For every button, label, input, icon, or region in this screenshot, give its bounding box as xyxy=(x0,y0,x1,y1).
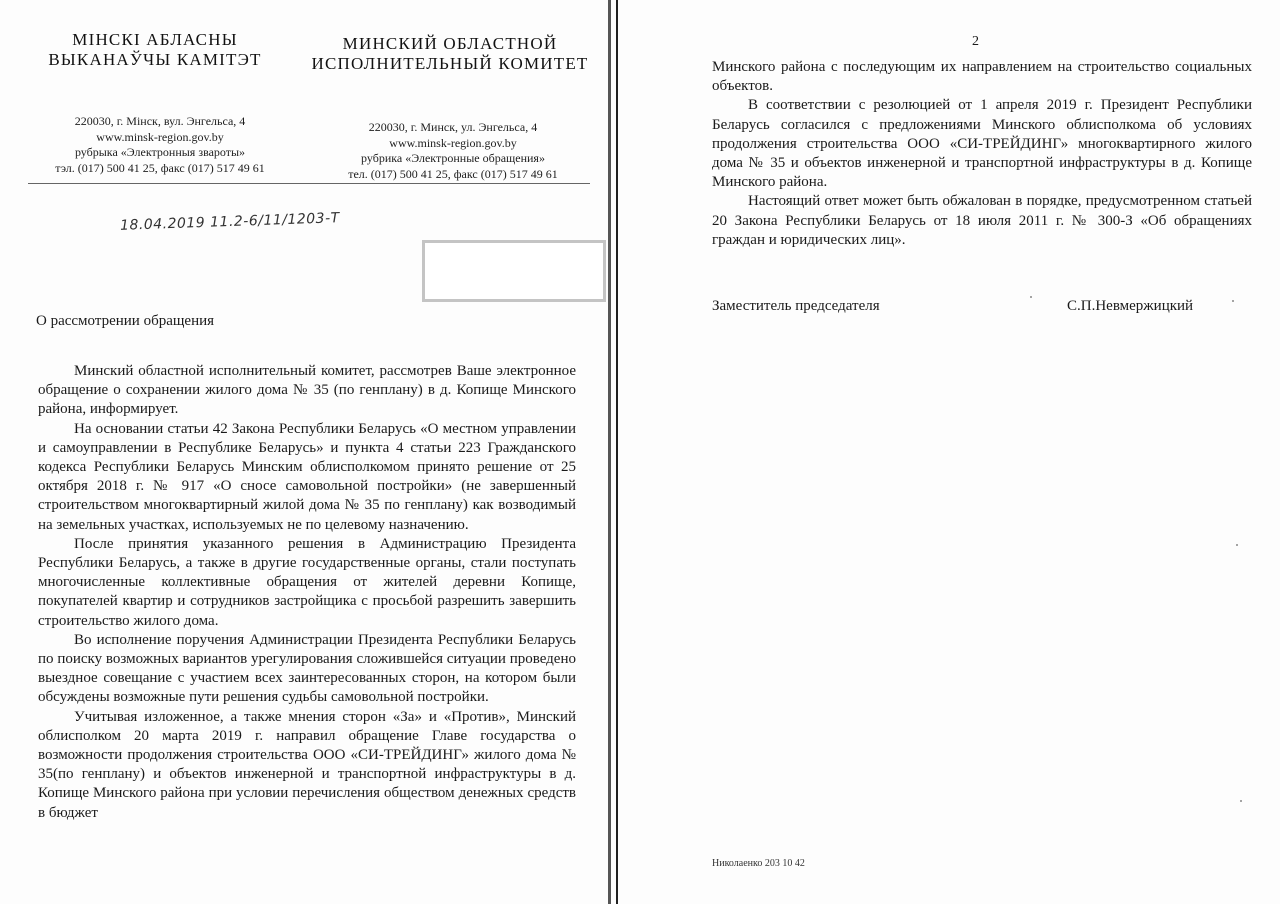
scan-speck xyxy=(1030,296,1032,298)
executor-note: Николаенко 203 10 42 xyxy=(712,858,805,869)
paragraph: Минского района с последующим их направлением на строительство социальных объектов. xyxy=(712,59,1252,95)
letter-body-page-1 xyxy=(38,362,576,823)
org-line: МИНСКИЙ ОБЛАСТНОЙ xyxy=(342,34,558,53)
scan-speck xyxy=(1232,300,1234,302)
handwritten-reference: 18.04.2019 11.2-6/11/1203-Т xyxy=(119,210,340,234)
org-name-belarusian xyxy=(30,30,280,70)
page-number: 2 xyxy=(972,34,979,49)
scan-speck xyxy=(1240,800,1242,802)
letter-subject: О рассмотрении обращения xyxy=(36,313,215,329)
phone-line: тел. (017) 500 41 25, факс (017) 517 49 61 xyxy=(348,166,558,181)
letter-body-page-2 xyxy=(712,58,1252,250)
website-line: www.minsk-region.gov.by xyxy=(96,129,224,144)
header-rule xyxy=(28,183,590,184)
org-line: МІНСКІ АБЛАСНЫ xyxy=(72,30,238,49)
org-line: ИСПОЛНИТЕЛЬНЫЙ КОМИТЕТ xyxy=(311,54,589,73)
signature-name: С.П.Невмержицкий xyxy=(1067,298,1194,314)
page-divider xyxy=(608,0,611,904)
rubric-line: рубрыка «Электронныя звароты» xyxy=(74,145,246,159)
paragraph: Учитывая изложенное, а также мнения сторон «За» и «Против», Минский облисполком 20 марта 2019 г. направил обращение Главе государства о возможности продолжения строительства ООО «СИ-ТРЕЙДИНГ» жилого дома № 35(по генплану) и объектов инженерной и транспортной инфраструктуры в д. Копище Минского района при условии перечисления обществом денежных средств в бюджет xyxy=(38,708,576,821)
paragraph: Минский областной исполнительный комитет, рассмотрев Ваше электронное обращение о сохранении жилого дома № 35 (по генплану) в д. Копище Минского района, информирует. xyxy=(38,363,576,418)
website-line: www.minsk-region.gov.by xyxy=(389,135,517,150)
rubric-line: рубрика «Электронные обращения» xyxy=(361,151,545,165)
paragraph: Во исполнение поручения Администрации Президента Республики Беларусь по поиску возможных вариантов урегулирования сложившейся ситуации проведено выездное совещание с участием всех заинтересованных сторон, на котором были обсуждены возможные пути решения судьбы самовольной постройки. xyxy=(38,631,576,706)
redacted-address-box xyxy=(422,240,606,302)
scan-speck xyxy=(1236,544,1238,546)
signature-role: Заместитель председателя xyxy=(712,298,880,314)
paragraph: Настоящий ответ может быть обжалован в порядке, предусмотренном статьей 20 Закона Республики Беларусь от 18 июля 2011 г. № 300-З «Об обращениях граждан и юридических лиц». xyxy=(712,193,1252,248)
paragraph: На основании статьи 42 Закона Республики Беларусь «О местном управлении и самоуправлении в Республике Беларусь» и пункта 4 статьи 223 Гражданского кодекса Республики Беларусь Минским облисполкомом принято решение от 25 октября 2018 г. № 917 «О сносе самовольной постройки» (не завершенный строительством многоквартирный жилой дома № 35 по генплану) как возводимый на земельных участках, используемых не по целевому назначению. xyxy=(38,420,576,533)
paragraph: В соответствии с резолюцией от 1 апреля 2019 г. Президент Республики Беларусь согласился с предложениями Минского облисполкома об условиях продолжения строительства ООО «СИ-ТРЕЙДИНГ» многоквартирного жилого дома № 35 и объектов инженерной и транспортной инфраструктуры в д. Копище Минского района. xyxy=(712,97,1252,191)
address-line: 220030, г. Минск, ул. Энгельса, 4 xyxy=(368,120,538,134)
org-name-russian xyxy=(300,34,600,74)
address-russian xyxy=(318,120,588,182)
address-belarusian xyxy=(30,114,290,176)
page-divider xyxy=(616,0,618,904)
phone-line: тэл. (017) 500 41 25, факс (017) 517 49 61 xyxy=(55,160,265,175)
org-line: ВЫКАНАЎЧЫ КАМІТЭТ xyxy=(48,50,262,69)
paragraph: После принятия указанного решения в Администрацию Президента Республики Беларусь, а также в другие государственные органы, стали поступать многочисленные коллективные обращения от жителей деревни Копище, покупателей квартир и сотрудников застройщика с просьбой разрешить завершить строительство жилого дома. xyxy=(38,535,576,629)
address-line: 220030, г. Мінск, вул. Энгельса, 4 xyxy=(74,114,246,128)
